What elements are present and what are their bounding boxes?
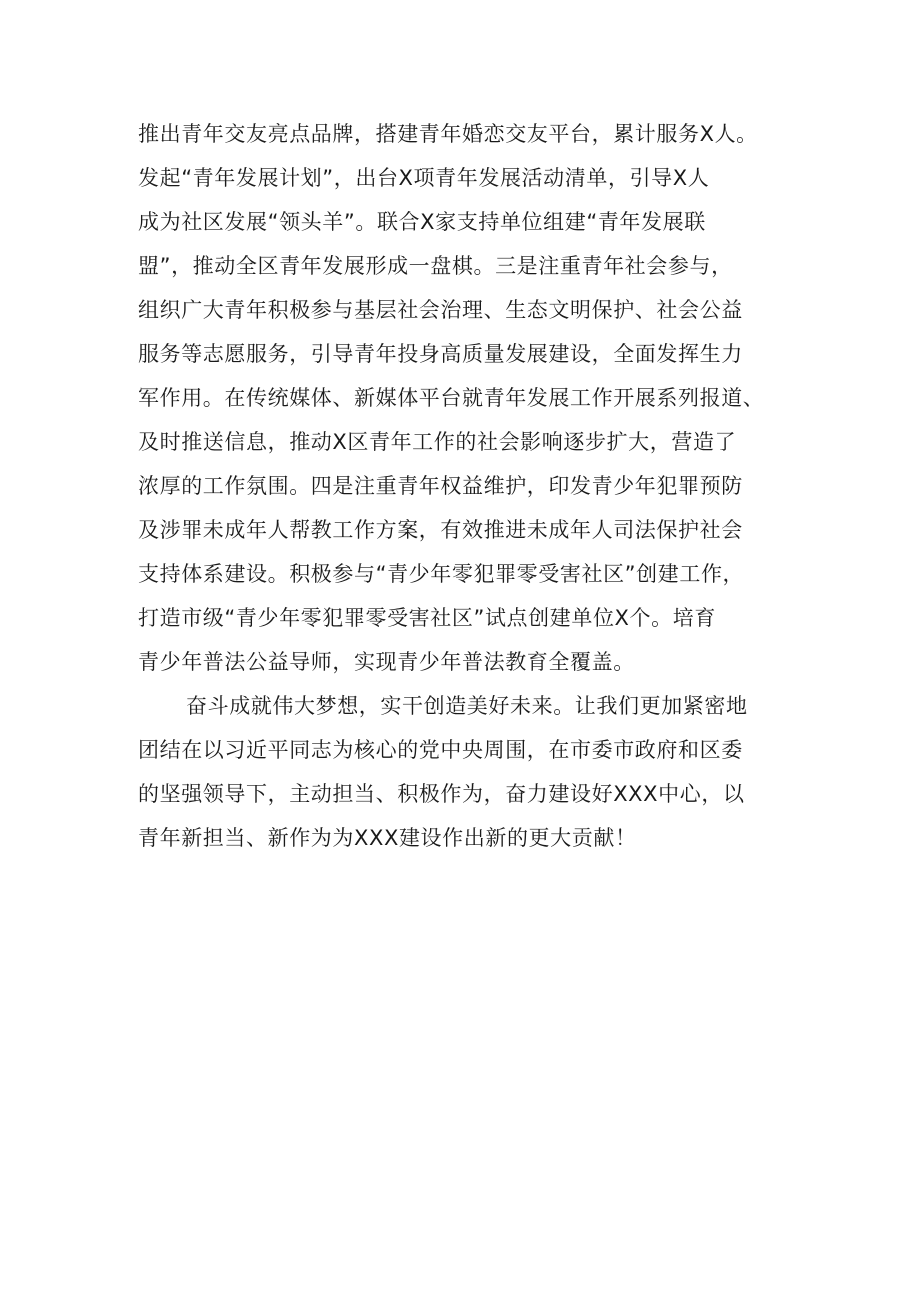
document-body: [138, 112, 798, 860]
paragraph-1: [138, 112, 798, 684]
text-line: 奋斗成就伟大梦想，实干创造美好未来。让我们更加紧密地: [186, 694, 748, 718]
text-line: 成为社区发展“领头羊”。联合X家支持单位组建“青年发展联: [138, 210, 706, 234]
text-line: 的坚强领导下，主动担当、积极作为，奋力建设好XXX中心，以: [138, 782, 745, 806]
text-line: 发起“青年发展计划”，出台X项青年发展活动清单，引导X人: [138, 166, 710, 190]
text-line: 青少年普法公益导师，实现青少年普法教育全覆盖。: [138, 650, 635, 674]
paragraph-2: [138, 684, 798, 860]
text-line: 军作用。在传统媒体、新媒体平台就青年发展工作开展系列报道、: [138, 386, 765, 410]
text-line: 支持体系建设。积极参与“青少年零犯罪零受害社区”创建工作，: [138, 562, 745, 586]
text-line: 盟”，推动全区青年发展形成一盘棋。三是注重青年社会参与，: [138, 254, 733, 278]
text-line: 服务等志愿服务，引导青年投身高质量发展建设，全面发挥生力: [138, 342, 743, 366]
text-line: 组织广大青年积极参与基层社会治理、生态文明保护、社会公益: [138, 298, 743, 322]
text-line: 推出青年交友亮点品牌，搭建青年婚恋交友平台，累计服务X人。: [138, 122, 758, 146]
text-line: 团结在以习近平同志为核心的党中央周围，在市委市政府和区委: [138, 738, 743, 762]
text-line: 打造市级“青少年零犯罪零受害社区”试点创建单位X个。培育: [138, 606, 716, 630]
text-line: 及涉罪未成年人帮教工作方案，有效推进未成年人司法保护社会: [138, 518, 743, 542]
text-line: 浓厚的工作氛围。四是注重青年权益维护，印发青少年犯罪预防: [138, 474, 743, 498]
text-line: 青年新担当、新作为为XXX建设作出新的更大贡献！: [138, 826, 637, 850]
text-line: 及时推送信息，推动X区青年工作的社会影响逐步扩大，营造了: [138, 430, 737, 454]
